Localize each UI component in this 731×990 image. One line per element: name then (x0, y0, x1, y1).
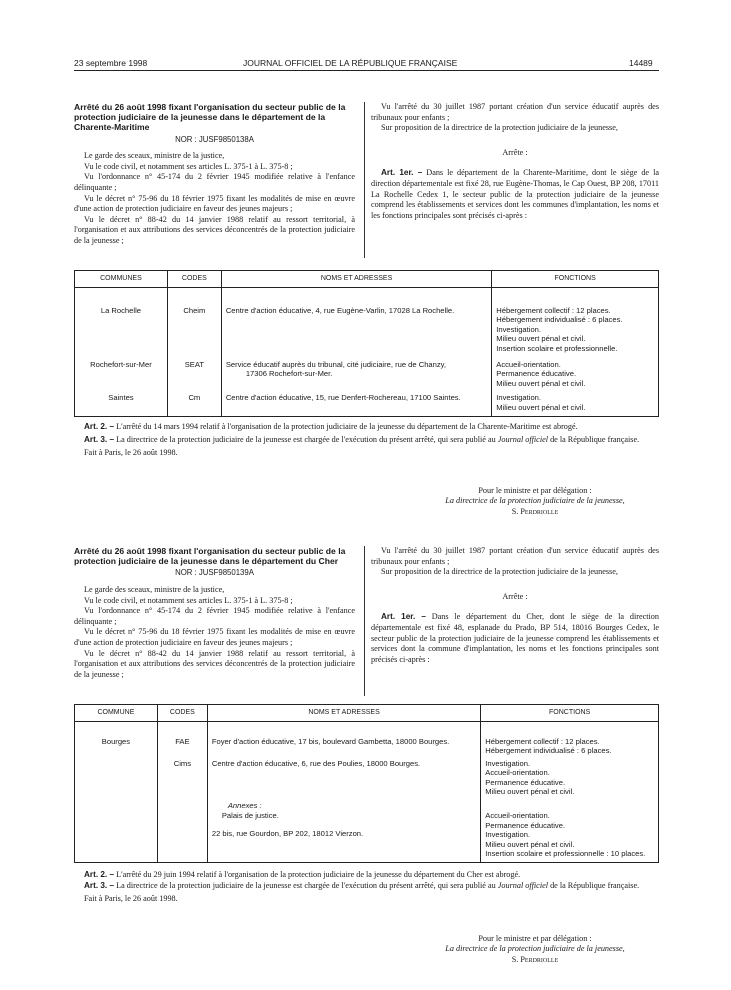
column-divider (364, 102, 365, 258)
table-cell-fonction: Hébergement collectif : 12 places. (485, 737, 600, 746)
table-cell-fonction: Milieu ouvert pénal et civil. (485, 787, 575, 797)
table-cell-nom: Centre d'action éducative, 15, rue Denfert-Rochereau, 17100 Saintes. (225, 393, 461, 403)
table-header: NOMS ET ADRESSES (221, 271, 491, 288)
table-cell-nom: Centre d'action éducative, 4, rue Eugène-Varlin, 17028 La Rochelle. (225, 306, 455, 315)
arrete1-arrete: Arrête : (502, 147, 528, 157)
table-cell-code: Cm (167, 389, 221, 417)
arrete2-art2-label: Art. 2. – (84, 870, 115, 879)
table-row (75, 722, 659, 757)
arrete1-art3-jo: Journal officiel (497, 435, 549, 445)
arrete1-art1-text: Dans le département de la Charente-Maritime, dont le siège de la direction départementale est fixé 28, rue Eugène-Thomas, le Cap Ouest, BP 208, 17011 La Rochelle Cedex 1, le secteur public de la protection judiciaire de la jeunesse comprend les établissements et services dont les communes d'implantation, les noms et les fonctions principales sont précisés ci-après : (371, 168, 659, 220)
table-header: FONCTIONS (481, 705, 659, 722)
table-cell-fonction: Permanence éducative. (485, 777, 566, 787)
table-header: COMMUNE (75, 705, 158, 722)
arrete1-para: Vu le code civil, et notamment ses articles L. 375-1 à L. 375-8 ; (84, 161, 293, 171)
arrete2-title: Arrêté du 26 août 1998 fixant l'organisation du secteur public de la protection judiciaire de la jeunesse dans le département du Cher (74, 546, 346, 567)
arrete1-right-column (371, 102, 659, 221)
arrete2-art3-label: Art. 3. – (84, 881, 115, 891)
table-cell-annexes: Annexes : (227, 801, 262, 811)
table-header: COMMUNES (75, 271, 168, 288)
header-rule (74, 70, 659, 71)
arrete2-arrete: Arrête : (502, 591, 528, 601)
arrete1-left-column (74, 102, 355, 247)
table-cell-code: FAE (157, 722, 207, 757)
arrete2-para: Vu l'arrêté du 30 juillet 1987 portant création d'un service éducatif auprès des tribunaux pour enfants ; (371, 546, 659, 566)
table-header: FONCTIONS (492, 271, 659, 288)
table-cell-fonction: Insertion scolaire et professionnelle : 10 places. (485, 849, 646, 859)
table-cell-commune: Rochefort-sur-Mer (75, 354, 168, 389)
arrete1-para: Vu l'arrêté du 30 juillet 1987 portant création d'un service éducatif auprès des tribunaux pour enfants ; (371, 102, 659, 122)
arrete2-para: Vu le décret n° 75-96 du 18 février 1975 fixant les modalités de mise en œuvre d'une action de protection judiciaire en faveur des jeunes majeurs ; (74, 627, 355, 647)
table-cell-fonction: Insertion scolaire et professionnelle. (496, 343, 618, 353)
column-divider (364, 546, 365, 696)
arrete2-para: Vu l'ordonnance n° 45-174 du 2 février 1945 modifiée relative à l'enfance délinquante ; (74, 606, 355, 626)
table-cell-code: Cims (157, 757, 207, 798)
table-cell-nom: Palais de justice. (221, 810, 279, 820)
arrete1-para: Sur proposition de la directrice de la protection judiciaire de la jeunesse, (381, 123, 618, 133)
table-cell-nom: Foyer d'action éducative, 17 bis, boulevard Gambetta, 18000 Bourges. (207, 722, 480, 757)
arrete1-art3-text-end: de la République française. (550, 435, 640, 445)
header-page-number: 14489 (629, 58, 653, 68)
arrete2-nor: NOR : JUSF9850139A (175, 568, 254, 578)
arrete1-table (74, 270, 659, 417)
table-row (75, 389, 659, 417)
arrete2-para: Vu le décret n° 88-42 du 14 janvier 1988 relatif au ressort territorial, à l'organisation et aux attributions des services déconcentrés de la protection judiciaire de la jeunesse ; (74, 648, 355, 679)
table-cell-fonction: Permanence éducative. (496, 369, 577, 379)
signature-line: La directrice de la protection judiciaire de la jeunesse, (445, 944, 625, 954)
table-cell-fonction: Investigation. (496, 393, 542, 403)
arrete1-art3-label: Art. 3. – (84, 435, 115, 445)
signature-name: S. Perdriolle (511, 506, 559, 516)
arrete2-para: Sur proposition de la directrice de la protection judiciaire de la jeunesse, (381, 567, 618, 577)
table-cell-fonction: Permanence éducative. (485, 820, 566, 830)
arrete2-signature (400, 934, 670, 965)
table-cell-fonction: Hébergement collectif : 12 places. (496, 306, 611, 315)
table-cell-fonction: Investigation. (485, 830, 531, 840)
arrete2-table (74, 704, 659, 863)
table-cell-fonction: Accueil-orientation. (485, 811, 550, 821)
header-journal: JOURNAL OFFICIEL DE LA RÉPUBLIQUE FRANÇAISE (243, 58, 458, 68)
table-cell-fonction: Investigation. (496, 324, 542, 334)
signature-line: Pour le ministre et par délégation : (478, 486, 592, 495)
table-cell-fonction: Milieu ouvert pénal et civil. (496, 402, 586, 412)
table-row (75, 354, 659, 389)
arrete1-nor: NOR : JUSF9850138A (175, 134, 254, 144)
table-cell-fonction: Hébergement individualisé : 6 places. (485, 746, 612, 756)
table-cell-fonction: Milieu ouvert pénal et civil. (496, 334, 586, 344)
arrete2-left-column (74, 546, 355, 680)
arrete1-signature (400, 486, 670, 517)
table-cell-code: Cheim (167, 288, 221, 355)
arrete2-articles (74, 870, 659, 904)
arrete2-art3-jo: Journal officiel (497, 881, 549, 891)
table-header: NOMS ET ADRESSES (207, 705, 480, 722)
arrete2-art3-text: La directrice de la protection judiciaire de la jeunesse est chargée de l'exécution du présent arrêté, qui sera publié au (116, 881, 496, 891)
table-row (75, 757, 659, 798)
arrete1-para: Vu le décret n° 88-42 du 14 janvier 1988 relatif au ressort territorial, à l'organisation et aux attributions des services déconcentrés de la protection judiciaire de la jeunesse ; (74, 214, 355, 245)
arrete2-para: Le garde des sceaux, ministre de la justice, (84, 585, 225, 594)
table-header: CODES (167, 271, 221, 288)
table-cell-fonction: Investigation. (485, 758, 531, 768)
arrete1-para: Le garde des sceaux, ministre de la justice, (84, 151, 225, 161)
arrete1-para: Vu l'ordonnance n° 45-174 du 2 février 1945 modifiée relative à l'enfance délinquante ; (74, 172, 355, 192)
arrete1-art3-text: La directrice de la protection judiciaire de la jeunesse est chargée de l'exécution du présent arrêté, qui sera publié au (116, 435, 496, 445)
arrete2-art1-label: Art. 1er. – (381, 612, 426, 622)
arrete1-title: Arrêté du 26 août 1998 fixant l'organisation du secteur public de la protection judiciaire de la jeunesse dans le département de la Charente-Maritime (74, 102, 346, 133)
table-cell-code: SEAT (167, 354, 221, 389)
table-cell-commune: Bourges (75, 722, 158, 757)
arrete1-art1-label: Art. 1er. – (381, 168, 423, 178)
table-header: CODES (157, 705, 207, 722)
table-cell-commune: Saintes (75, 389, 168, 417)
table-cell-fonction: Accueil-orientation. (496, 360, 561, 370)
table-cell-nom: 22 bis, rue Gourdon, BP 202, 18012 Vierzon. (211, 829, 364, 839)
signature-name: S. Perdriolle (511, 954, 559, 964)
table-cell-nom: Service éducatif auprès du tribunal, cité judiciaire, rue de Chanzy, (225, 360, 447, 370)
arrete1-para: Vu le décret n° 75-96 du 18 février 1975 fixant les modalités de mise en œuvre d'une action de protection judiciaire en faveur des jeunes majeurs ; (74, 193, 355, 214)
arrete2-para: Vu le code civil, et notamment ses articles L. 375-1 à L. 375-8 ; (84, 595, 293, 605)
arrete2-art3-text-end: de la République française. (550, 881, 640, 891)
table-cell-fonction: Hébergement individualisé : 6 places. (496, 315, 623, 325)
table-cell-fonction: Milieu ouvert pénal et civil. (485, 839, 575, 849)
table-row (75, 797, 659, 863)
arrete1-fait: Fait à Paris, le 26 août 1998. (84, 447, 178, 457)
table-row (75, 288, 659, 355)
arrete2-fait: Fait à Paris, le 26 août 1998. (84, 893, 178, 903)
arrete2-art2-text: L'arrêté du 29 juin 1994 relatif à l'organisation de la protection judiciaire de la jeunesse du département du Cher est abrogé. (116, 870, 521, 879)
header-date: 23 septembre 1998 (74, 58, 148, 68)
arrete1-art2-label: Art. 2. – (84, 422, 115, 431)
table-cell-fonction: Accueil-orientation. (485, 768, 550, 778)
arrete2-right-column (371, 546, 659, 665)
table-cell-nom: 17306 Rochefort-sur-Mer. (245, 369, 333, 379)
arrete2-art1-text: Dans le département du Cher, dont le siège de la direction départementale est fixé 48, esplanade du Prado, BP 514, 18016 Bourges Cedex, le secteur public de la protection judiciaire de la jeunesse comprend les établissements et services dont la commune d'implantation, les noms et les fonctions principales sont précisés ci-après : (371, 612, 659, 664)
arrete1-art2-text: L'arrêté du 14 mars 1994 relatif à l'organisation de la protection judiciaire de la jeunesse du département de la Charente-Maritime est abrogé. (116, 422, 578, 431)
table-cell-commune: La Rochelle (75, 288, 168, 355)
arrete1-articles (74, 422, 659, 458)
signature-line: Pour le ministre et par délégation : (478, 934, 592, 943)
table-cell-nom: Centre d'action éducative, 6, rue des Poulies, 18000 Bourges. (207, 757, 480, 798)
signature-line: La directrice de la protection judiciaire de la jeunesse, (445, 496, 625, 506)
table-cell-fonction: Milieu ouvert pénal et civil. (496, 378, 586, 388)
